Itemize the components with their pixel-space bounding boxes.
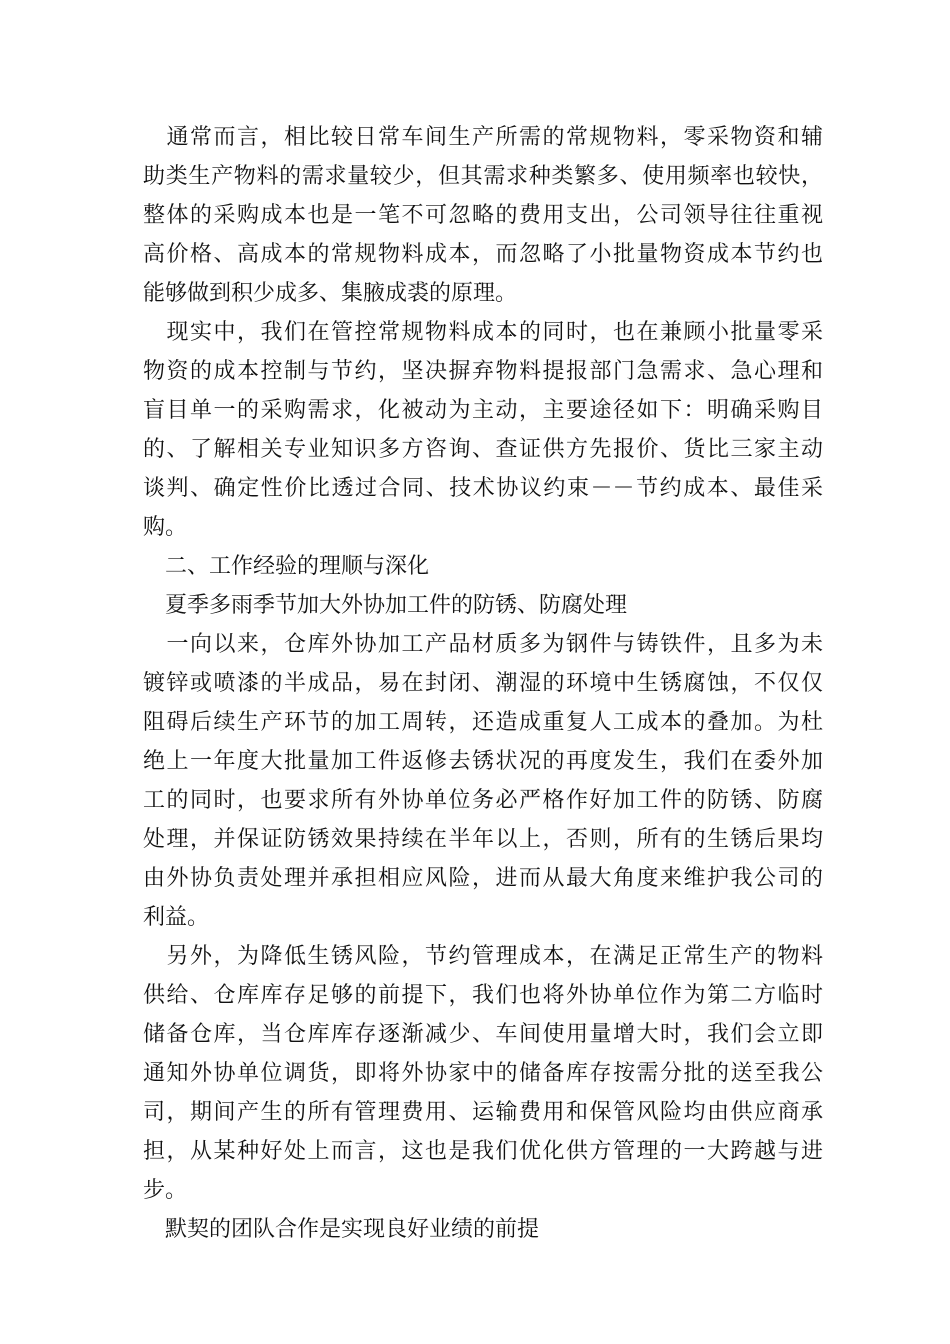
text-line: 的、了解相关专业知识多方咨询、查证供方先报价、货比三家主动	[143, 437, 823, 462]
paragraph-4	[143, 937, 823, 1210]
text-line: 绝上一年度大批量加工件返修去锈状况的再度发生，我们在委外加	[143, 749, 823, 774]
document-body	[143, 118, 823, 1249]
text-line: 利益。	[143, 905, 210, 930]
text-line: 整体的采购成本也是一笔不可忽略的费用支出，公司领导往往重视	[143, 203, 823, 228]
text-line: 能够做到积少成多、集腋成裘的原理。	[143, 281, 518, 306]
text-line: 供给、仓库库存足够的前提下，我们也将外协单位作为第二方临时	[143, 983, 823, 1008]
text-line: 盲目单一的采购需求，化被动为主动，主要途径如下：明确采购目	[143, 398, 823, 423]
text-line: 工的同时，也要求所有外协单位务必严格作好加工件的防锈、防腐	[143, 788, 823, 813]
subsection-heading	[143, 1210, 823, 1249]
subsection-heading	[143, 586, 823, 625]
text-line: 阻碍后续生产环节的加工周转，还造成重复人工成本的叠加。为杜	[143, 710, 823, 735]
text-line: 购。	[143, 515, 188, 540]
text-line: 由外协负责处理并承担相应风险，进而从最大角度来维护我公司的	[143, 866, 823, 891]
text-line: 助类生产物料的需求量较少，但其需求种类繁多、使用频率也较快，	[143, 164, 823, 189]
text-line: 谈判、确定性价比透过合同、技术协议约束－－节约成本、最佳采	[143, 476, 823, 501]
text-line: 通常而言，相比较日常车间生产所需的常规物料，零采物资和辅	[143, 125, 823, 150]
text-line: 步。	[143, 1178, 188, 1203]
text-line: 处理，并保证防锈效果持续在半年以上，否则，所有的生锈后果均	[143, 827, 823, 852]
section-heading	[143, 547, 823, 586]
paragraph-3	[143, 625, 823, 937]
heading-line: 二、工作经验的理顺与深化	[143, 554, 430, 579]
text-line: 另外，为降低生锈风险，节约管理成本，在满足正常生产的物料	[143, 944, 823, 969]
text-line: 通知外协单位调货，即将外协家中的储备库存按需分批的送至我公	[143, 1061, 823, 1086]
text-line: 现实中，我们在管控常规物料成本的同时，也在兼顾小批量零采	[143, 320, 823, 345]
heading-line: 默契的团队合作是实现良好业绩的前提	[143, 1217, 540, 1242]
paragraph-1	[143, 118, 823, 313]
text-line: 一向以来，仓库外协加工产品材质多为钢件与铸铁件，且多为未	[143, 632, 823, 657]
heading-line: 夏季多雨季节加大外协加工件的防锈、防腐处理	[143, 593, 628, 618]
text-line: 高价格、高成本的常规物料成本，而忽略了小批量物资成本节约也	[143, 242, 823, 267]
text-line: 担，从某种好处上而言，这也是我们优化供方管理的一大跨越与进	[143, 1139, 823, 1164]
text-line: 物资的成本控制与节约，坚决摒弃物料提报部门急需求、急心理和	[143, 359, 823, 384]
text-line: 司，期间产生的所有管理费用、运输费用和保管风险均由供应商承	[143, 1100, 823, 1125]
paragraph-2	[143, 313, 823, 547]
text-line: 镀锌或喷漆的半成品，易在封闭、潮湿的环境中生锈腐蚀，不仅仅	[143, 671, 823, 696]
text-line: 储备仓库，当仓库库存逐渐减少、车间使用量增大时，我们会立即	[143, 1022, 823, 1047]
